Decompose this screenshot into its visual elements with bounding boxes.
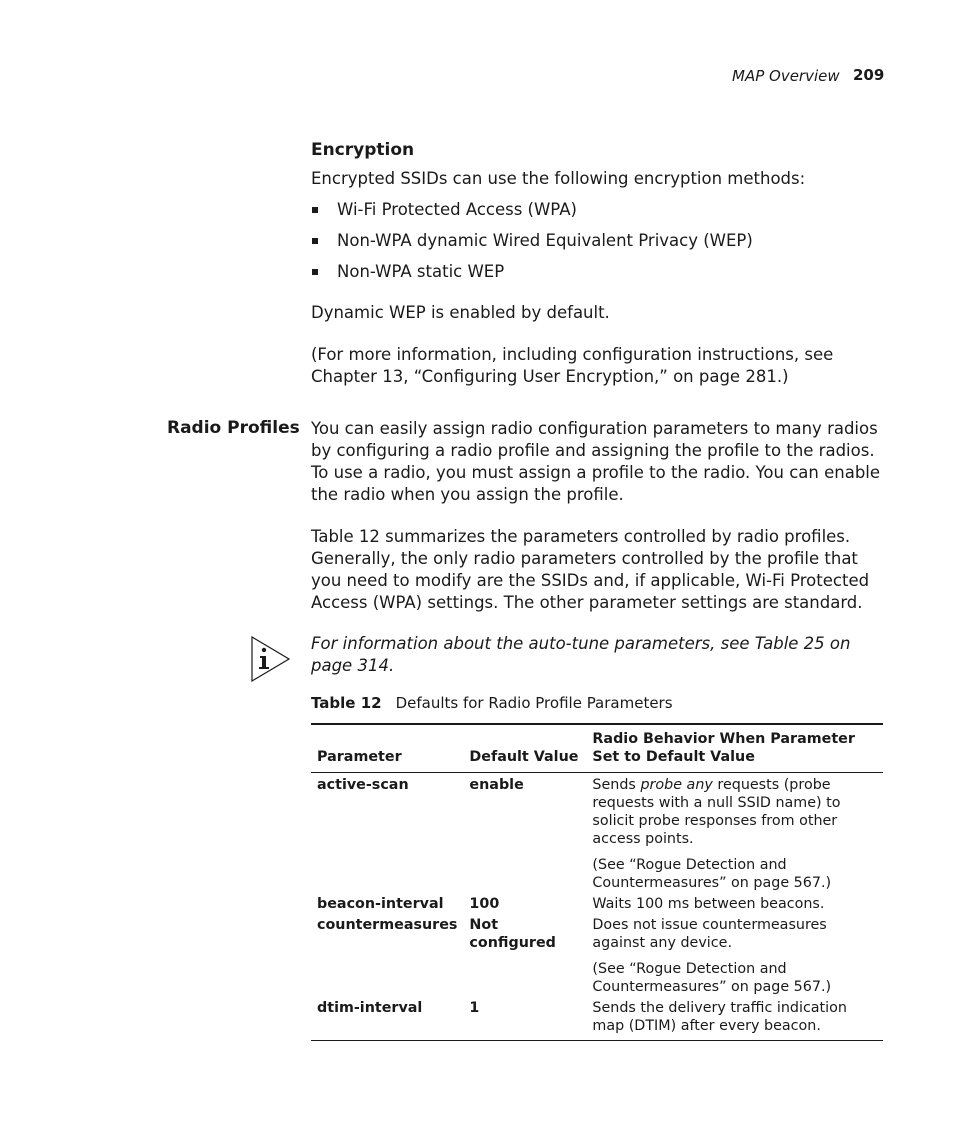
behavior-text: Sends probe any requests (probe requests with a null SSID name) to solicit probe responses from other access points. xyxy=(592,777,841,847)
encryption-intro: Encrypted SSIDs can use the following encryption methods: xyxy=(311,169,806,188)
dynamic-wep-note: Dynamic WEP is enabled by default. xyxy=(311,303,610,322)
info-icon xyxy=(251,636,291,682)
radio-profiles-paragraph-1: You can easily assign radio configuration parameters to many radios by configuring a radio profile and assigning the profile to the radios. To use a radio, you must assign a profile to the radio. You can enable the radio when you assign the profile. xyxy=(311,419,881,504)
cell-parameter: dtim-interval xyxy=(317,1000,423,1016)
radio-profiles-heading: Radio Profiles xyxy=(167,418,300,438)
bullet-icon xyxy=(312,207,318,213)
cell-parameter: countermeasures xyxy=(317,917,458,933)
column-header-parameter: Parameter xyxy=(317,749,402,765)
cell-parameter: beacon-interval xyxy=(317,896,444,912)
encryption-heading: Encryption xyxy=(311,140,415,160)
column-header-default-value: Default Value xyxy=(469,749,579,765)
table-row xyxy=(311,996,883,1041)
behavior-reference: (See “Rogue Detection and Countermeasures” on page 567.) xyxy=(592,961,832,995)
behavior-text: Sends the delivery traffic indication map (DTIM) after every beacon. xyxy=(592,1000,847,1034)
table-header-row xyxy=(311,724,883,773)
cell-default-value: 1 xyxy=(469,1000,480,1016)
radio-profile-defaults-table xyxy=(311,723,883,1041)
cell-behavior xyxy=(586,892,883,913)
cell-default-value: Not configured xyxy=(469,917,556,951)
table-row xyxy=(311,913,883,996)
table-caption-text: Defaults for Radio Profile Parameters xyxy=(395,694,673,712)
encryption-more-info: (For more information, including configuration instructions, see Chapter 13, “Configuring User Encryption,” on page 281.) xyxy=(311,345,834,386)
column-header-radio-behavior: Radio Behavior When Parameter Set to Default Value xyxy=(592,731,855,765)
table-caption-label: Table 12 xyxy=(311,694,382,712)
table-caption xyxy=(311,694,673,712)
cell-default-value: 100 xyxy=(469,896,500,912)
cell-behavior xyxy=(586,996,883,1041)
list-item: Non-WPA static WEP xyxy=(311,261,886,292)
cell-default-value: enable xyxy=(469,777,524,793)
list-item: Non-WPA dynamic Wired Equivalent Privacy (WEP) xyxy=(311,230,886,261)
table-row xyxy=(311,773,883,893)
cell-behavior xyxy=(586,913,883,996)
page-number: 209 xyxy=(853,66,885,84)
bullet-icon xyxy=(312,269,318,275)
encryption-methods-list xyxy=(311,199,886,292)
auto-tune-note: For information about the auto-tune parameters, see Table 25 on page 314. xyxy=(311,634,851,675)
cell-parameter: active-scan xyxy=(317,777,409,793)
table-row xyxy=(311,892,883,913)
radio-profiles-paragraph-2: Table 12 summarizes the parameters controlled by radio profiles. Generally, the only radio parameters controlled by the profile that you need to modify are the SSIDs and, if applicable, Wi-Fi Protected Access (WPA) settings. The other parameter settings are standard. xyxy=(311,527,870,612)
cell-behavior xyxy=(586,773,883,893)
behavior-reference: (See “Rogue Detection and Countermeasures” on page 567.) xyxy=(592,857,832,891)
behavior-text: Waits 100 ms between beacons. xyxy=(592,896,825,912)
running-header-title: MAP Overview xyxy=(732,67,840,85)
bullet-icon xyxy=(312,238,318,244)
behavior-text: Does not issue countermeasures against any device. xyxy=(592,917,827,951)
list-item: Wi-Fi Protected Access (WPA) xyxy=(311,199,886,230)
